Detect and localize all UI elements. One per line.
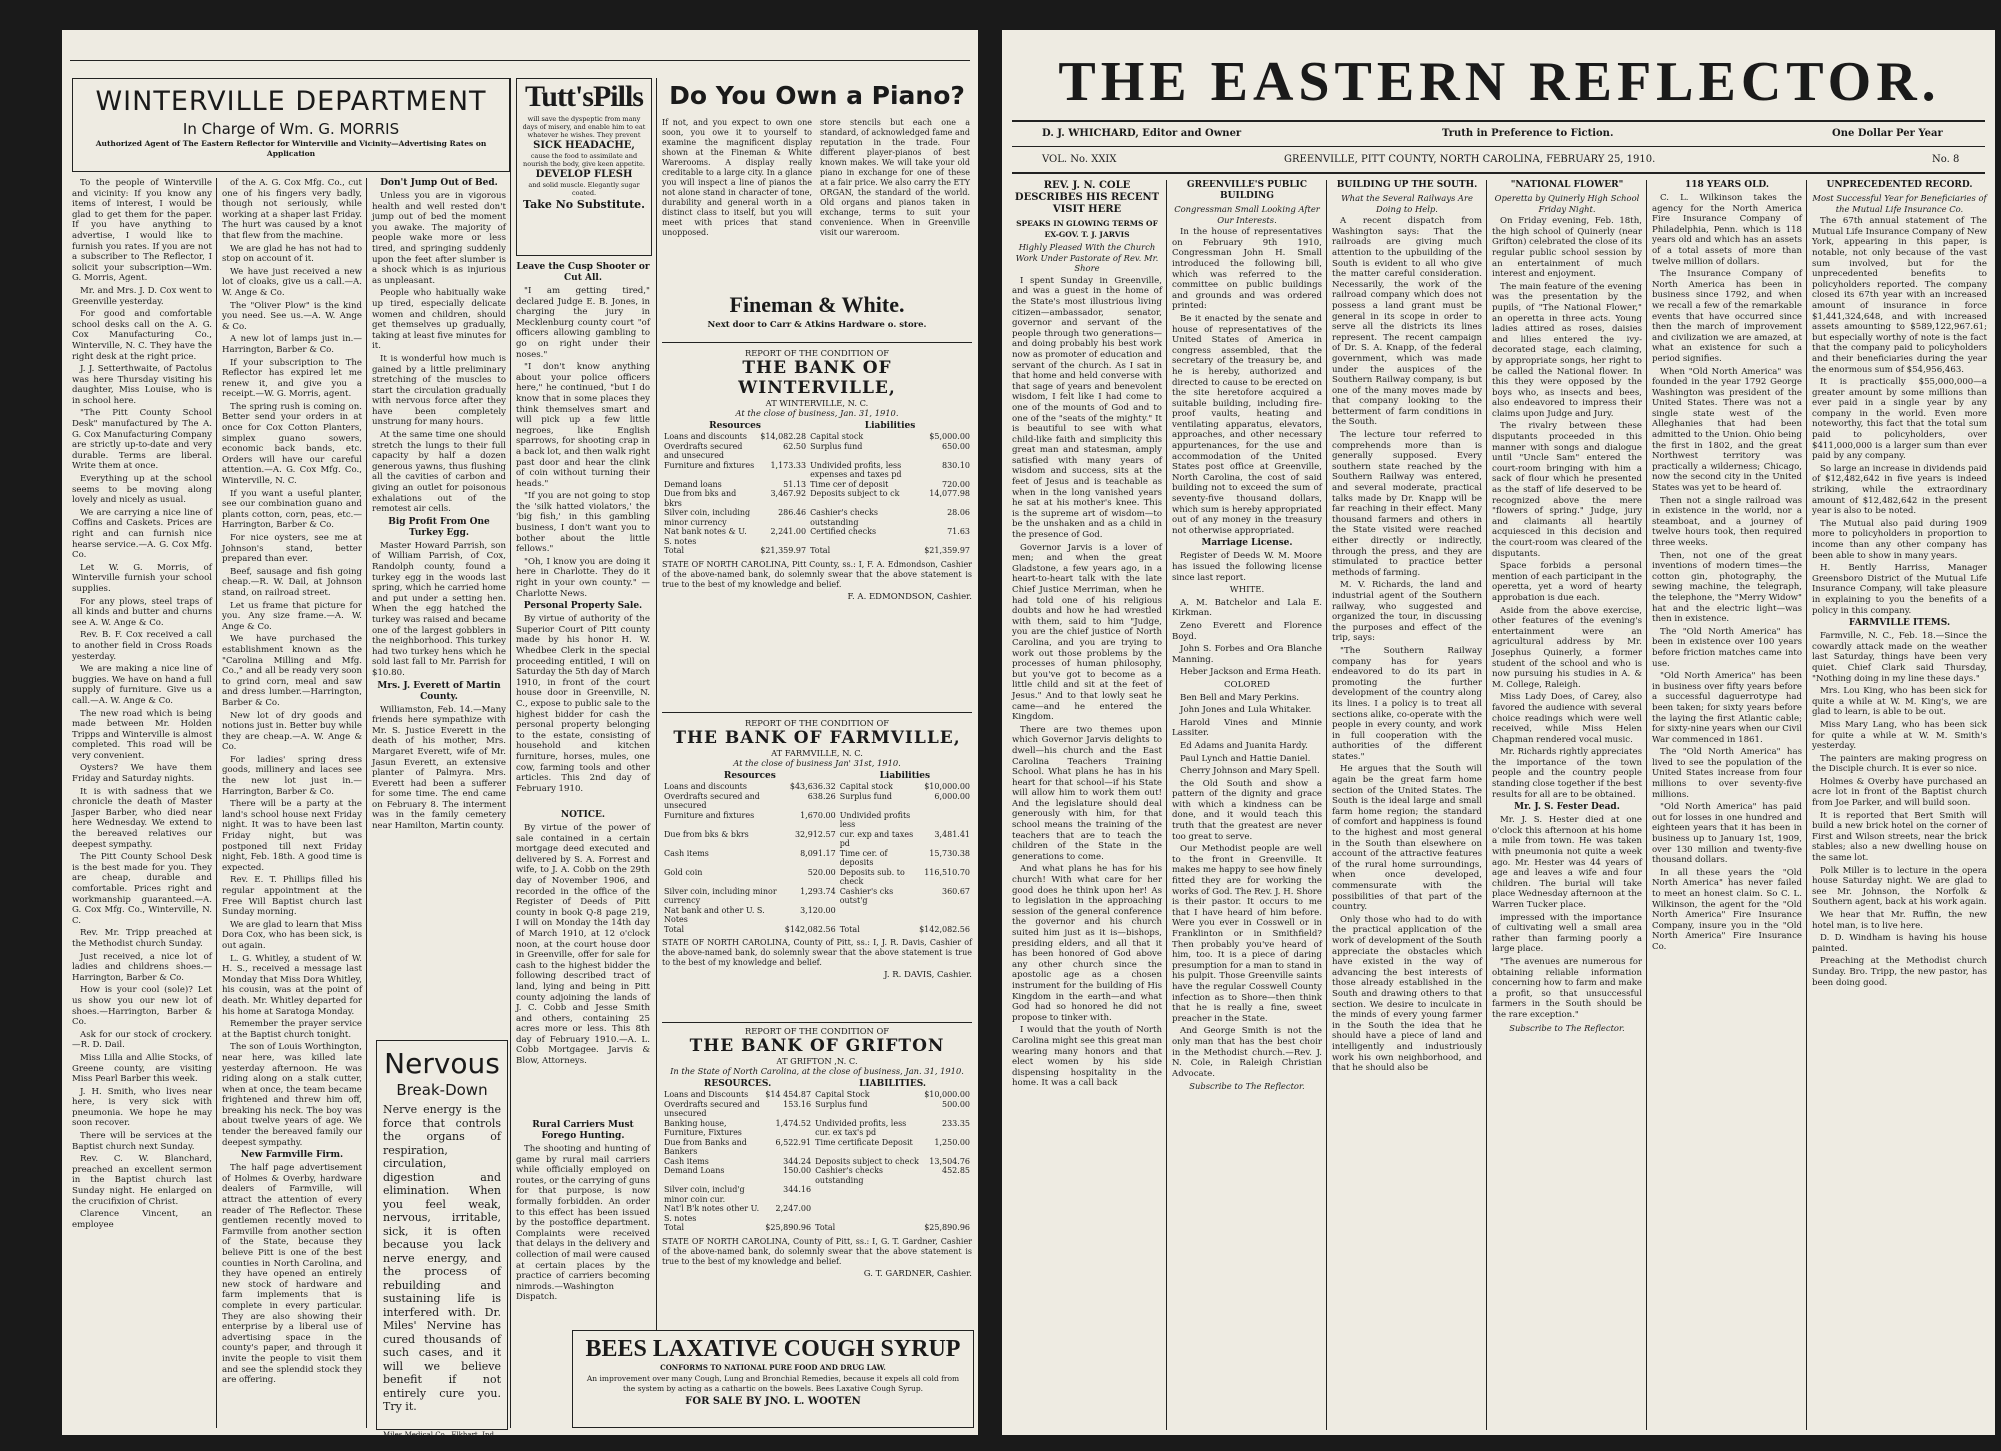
resources-heading: Resources bbox=[709, 421, 761, 431]
piano-brand: Fineman & White. bbox=[729, 292, 905, 317]
bank-winterville-date: At the close of business, Jan. 31, 1910. bbox=[735, 408, 899, 418]
table-row: Silver coin, including minor currency 1,293.74 Cashier's cks outst'g 360.67 bbox=[664, 886, 970, 905]
winterville-authorized: Authorized Agent of The Eastern Reflector for Winterville and Vicinity—Advertising Rates on Application bbox=[95, 139, 487, 158]
table-row: Cash items 8,091.17 Time cer. of deposits 15,730.38 bbox=[664, 848, 970, 867]
bank-grifton-date: In the State of North Carolina, at the close of business, Jan. 31, 1910. bbox=[670, 1066, 964, 1076]
right-page bbox=[1002, 30, 1995, 1435]
table-row: Furniture and fixtures 1,670.00 Undivided profits less bbox=[664, 810, 911, 829]
farmville-firm-heading: New Farmville Firm. bbox=[240, 1150, 344, 1161]
tutts-line-1: will save the dyspeptic from many days of misery, and enable him to eat whatever he wishes. They prevent bbox=[522, 115, 646, 139]
unprecedented-subheading: Most Successful Year for Beneficiaries of the Mutual Life Insurance Co. bbox=[1812, 193, 1987, 214]
bank-farmville-place: AT FARMVILLE, N. C. bbox=[771, 748, 863, 758]
unprecedented-heading: UNPRECEDENTED RECORD. bbox=[1826, 180, 1973, 190]
years-old-heading: 118 YEARS OLD. bbox=[1684, 180, 1770, 190]
volume: VOL. No. XXIX bbox=[1042, 154, 1117, 165]
bank-winterville-title: THE BANK OF WINTERVILLE, bbox=[738, 358, 896, 398]
nervous-breakdown-ad: Nervous Break-Down Nerve energy is the force that controls the organs of respiration, circulation, digestion and elimination. When you feel weak, nervous, irritable, sick, it is often because you lack nerve energy, and the process of rebuilding and sustaining life is interfered with. Dr. Miles' Nervine has cured thousands of such cases, and it will we believe benefit if not entirely cure you. Try it. Miles Medical Co., Elkhart, Ind bbox=[376, 1040, 508, 1430]
price: One Dollar Per Year bbox=[1832, 128, 1943, 139]
tutts-pills-ad bbox=[516, 78, 652, 256]
bank-winterville-signer: F. A. EDMONDSON, Cashier. bbox=[847, 591, 972, 602]
column-118-years: 118 YEARS OLD. C. L. Wilkinson takes the agency for the North America Fire Insurance Company of Philadelphia, Penn. which is 118 years old and which has an assets of a total assets of more than twelve million of dollars. The Insurance Company of North America has been in business since 1792, and when we recall a few of the remarkable events that have occurred since then the march of improvement and civilization we are amazed, at what an existence for such a period signifies. When "Old North America" was founded in the year 1792 George Washington was president of the United States. There was not a single state west of the Alleghanies that had been admitted to the Union. Ohio being the first in 1802, and the great Northwest territory was practically a wilderness; Chicago, now the second city in the United States was yet to be heard of. Then not a single railroad was in existence in the world, nor a steamboat, and a journey of twelve hours took, then required three weeks. Then, not one of the great inventions of modern times—the cotton gin, photography, the sewing machine, the telegraph, the telephone, the "Merry Widow" hat and the electric light—was then in existence. The "Old North America" has been in existence over 100 years before friction matches came into use. "Old North America" has been in business over fifty years before a successful daguerrotype had been taken; for sixty years before the laying the first Atlantic cable; for sixty-nine years when our Civil War commenced in 1861. The "Old North America" has lived to see the population of the United States increase from four millions to over seventy-five millions. "Old North America" has paid out for losses in one hundred and eighteen years that it has been in business up to January 1st, 1909, over 130 million and twenty-five thousand dollars. In all these years the "Old North America" has never failed to meet an honest claim. So C. L. Wilkinson, the agent for the "Old North America" Fire Insurance Company, insure you in the "Old North America" Fire Insurance Co. bbox=[1652, 180, 1802, 952]
column-unprecedented-record: UNPRECEDENTED RECORD. Most Successful Year for Beneficiaries of the Mutual Life Insurance Co. The 67th annual statement of The Mutual Life Insurance Company of New York, appearing in this paper, is notable, not only because of the vast sum involved, but for the unprecedented benefits to policyholders reported. The company closed its 67th year with an increased amount of insurance in force $1,441,324,648, and with increased assets amounting to $589,122,967.61; but especially worthy of note is the fact that the company paid to policyholders and their beneficiaries during the year the enormous sum of $54,956,463. It is practically $55,000,000—a greater amount by some millions than ever paid in a single year by any company in the world. Even more noteworthy, this fact that the total sum paid to policyholders, over $411,000,000 is a larger sum than ever paid by any company. So large an increase in dividends paid of $12,482,642 in five years is indeed striking, while the extraordinary amount of $12,482,642 in the present year is also to be noted. The Mutual also paid during 1909 more to policyholders in proportion to income than any other company has been able to show in many years. H. Bently Harriss, Manager Greensboro District of the Mutual Life Insurance Company, will take pleasure in explaining to you the benefits of a policy in this company. FARMVILLE ITEMS. Farmville, N. C., Feb. 18.—Since the cowardly attack made on the weather last Saturday, things have been very quiet. Chief Clark said Thursday, "Nothing doing in my line these days." Mrs. Lou King, who has been sick for quite a while at W. M. King's, we are glad to learn, is able to be out. Miss Mary Lang, who has been sick for quite a while at W. M. Smith's yesterday. The painters are making progress on the Disciple church. It is ever so nice. Holmes & Overby have purchased an acre lot in front of the Baptist church from Joe Parker, and will build soon. It is reported that Bert Smith will build a new brick hotel on the corner of First and Wilson streets, near the brick stables; also a new dwelling house on the same lot. Polk Miller is to lecture in the opera house Saturday night. We are glad to see Mr. Johnson, the Norfolk & Southern agent, back at his work again. We hear that Mr. Ruffin, the new hotel man, is to live here. D. D. Windham is having his house painted. Preaching at the Methodist church Sunday. Bro. Tripp, the new pastor, has been doing good. bbox=[1812, 180, 1987, 988]
public-building-subheading: Congressman Small Looking After Our Interests. bbox=[1174, 204, 1320, 225]
bees-sale: FOR SALE BY JNO. L. WOOTEN bbox=[685, 1396, 861, 1407]
table-row: Overdrafts secured and unsecured 638.26 Surplus fund 6,000.00 bbox=[664, 791, 970, 810]
table-row: Furniture and fixtures 1,173.33 Undivided profits, less expenses and taxes pd 830.10 bbox=[664, 460, 970, 479]
table-row: Loans and discounts $43,636.32 Capital stock $10,000.00 bbox=[664, 782, 970, 791]
table-row: Overdrafts secured and unsecured 62.50 Surplus fund 650.00 bbox=[664, 441, 970, 460]
liabilities-heading: Liabilities bbox=[879, 771, 931, 781]
table-row: Nat'l B'k notes other U. S. notes 2,247.00 bbox=[664, 1204, 812, 1223]
turkey-heading: Big Profit From One Turkey Egg. bbox=[388, 516, 490, 538]
table-row: Due from bks and bkrs 3,467.92 Deposits subject to ck 14,077.98 bbox=[664, 489, 970, 508]
tutts-line-5: and solid muscle. Elegantly sugar coated. bbox=[528, 181, 640, 197]
national-flower-subheading: Operetta by Quinerly High School Friday Night. bbox=[1494, 193, 1640, 214]
tutts-line-3: cause the food to assimilate and nourish the body, give keen appetite. bbox=[523, 152, 645, 168]
rural-carriers-heading: Rural Carriers Must Forego Hunting. bbox=[532, 1120, 634, 1141]
bank-farmville-oath: STATE OF NORTH CAROLINA, County of Pitt, ss.: I, J. R. Davis, Cashier of the above-named bank, do solemnly swear that the above statement is true to the best of my knowledge and belief. bbox=[662, 938, 972, 967]
column-national-flower: "NATIONAL FLOWER" Operetta by Quinerly High School Friday Night. On Friday evening, Feb. 18th, the high school of Quinerly (near Grifton) celebrated the close of its regular public school session by an entertainment of much interest and enjoyment. The main feature of the evening was the presentation by the pupils, of "The National Flower," an operetta in three acts. Young ladies attired as roses, daisies and lilies entered the ivy-decorated stage, each claiming, by appropriate songs, her right to be called the National flower. In this they were opposed by the boys who, as insects and bees, also endeavored to impress their claims upon Judge and Jury. The rivalry between these disputants proceeded in this manner with songs and dialogue until "Uncle Sam" entered the court-room bringing with him a sack of flour which he presented as the staff of life deserved to be recognized above the mere "flowers of spring." Judge, jury and claimants all heartily acquiesced in this decision and the court-room was cleared of the disputants. Space forbids a personal mention of each participant in the operetta, yet a word of hearty approbation is due each. Aside from the above exercise, other features of the evening's entertainment were an agricultural address by Mr. Josephus Quinerly, a former student of the school and who is now pursuing his studies in A. & M. College, Raleigh. Miss Lady Does, of Carey, also favored the audience with several choice readings which were well received, while Miss Helen Chapman rendered vocal music. Mr. Richards rightly appreciates the importance of the town people and the country people standing close together if the best results for all are to be obtained. Mr. J. S. Fester Dead. Mr. J. S. Hester died at one o'clock this afternoon at his home a mile from town. He was taken with pneumonia not quite a week ago. Mr. Hester was 44 years of age and leaves a wife and four children. The burial will take place Wednesday afternoon at the Warren Tucker place. impressed with the importance of cultivating well a small area rather than farming poorly a large place. "The avenues are numerous for obtaining reliable information concerning how to farm and make a profit, so that unsuccessful farmers in the South should be the rare exception." Subscribe to The Reflector. bbox=[1492, 180, 1642, 1033]
winterville-department-header bbox=[72, 78, 510, 172]
table-row: Nat bank and other U. S. Notes 3,120.00 bbox=[664, 905, 836, 924]
tutts-line-2: SICK HEADACHE, bbox=[533, 140, 635, 151]
table-row: Total $21,359.97 Total $21,359.97 bbox=[664, 546, 970, 555]
tutts-line-6: Take No Substitute. bbox=[522, 198, 645, 211]
liabilities-heading: Liabilities bbox=[864, 421, 916, 431]
bank-farmville-signer: J. R. DAVIS, Cashier. bbox=[884, 970, 972, 980]
cole-heading: REV. J. N. COLE DESCRIBES HIS RECENT VISIT HERE bbox=[1014, 180, 1160, 215]
bank-grifton-oath: STATE OF NORTH CAROLINA, County of Pitt, ss.: I, G. T. Gardner, Cashier of the above-named bank, do solemnly swear that the above statement is true to the best of my knowledge and belief. bbox=[662, 1236, 972, 1266]
motto: Truth in Preference to Fiction. bbox=[1442, 128, 1614, 139]
table-row: Gold coin 520.00 Deposits sub. to check 116,510.70 bbox=[664, 867, 970, 886]
table-row: Silver coin, including minor currency 286.46 Cashier's checks outstanding 28.06 bbox=[664, 508, 970, 527]
column-rural-carriers: Rural Carriers Must Forego Hunting. The shooting and hunting of game by rural mail carriers while officially employed on routes, or the carrying of guns for that purpose, is now formally forbidden. An order to this effect has been issued by the postoffice department. Complaints were received that delays in the delivery and collection of mail were caused at certain places by the practice of carriers becoming nimrods.—Washington Dispatch. bbox=[516, 1120, 650, 1303]
bank-grifton-table bbox=[662, 1079, 972, 1233]
bank-farmville-table bbox=[662, 771, 972, 934]
tutts-pills-title: Tutt'sPills bbox=[525, 80, 643, 113]
table-row: Total $142,082.56 Total $142,082.56 bbox=[664, 924, 970, 934]
winterville-title: WINTERVILLE DEPARTMENT bbox=[95, 86, 487, 117]
tutts-line-4: DEVELOP FLESH bbox=[535, 169, 633, 180]
subscribe-notice-2: Subscribe to The Reflector. bbox=[1509, 1022, 1625, 1033]
winterville-column-1: To the people of Winterville and vicinity: If you know any items of interest, I would be glad to get them for the paper. If you have anything to advertise, I would like to furnish you rates. If you are not a subscriber to The Reflector, I solicit your subscription—Wm. G. Morris, Agent. Mr. and Mrs. J. D. Cox went to Greenville yesterday. For good and comfortable school desks call on the A. G. Cox Manufacturing Co., Winterville, N. C. They have the right desk at the right price. J. J. Setterthwaite, of Pactolus was here Thursday visiting his daughter, Miss Louise, who is in school here. "The Pitt County School Desk" manufactured by The A. G. Cox Manufacturing Company are strictly up-to-date and very durable. Terms are liberal. Write them at once. Everything up at the school seems to be moving along lovely and nicely as usual. We are carrying a nice line of Coffins and Caskets. Prices are right and can furnish nice hearse service.—A. G. Cox Mfg. Co. Let W. G. Morris, of Winterville furnish your school supplies. For any plows, steel traps of all kinds and butter and churns see A. W. Ange & Co. Rev. B. F. Cox received a call to another field in Cross Roads yesterday. We are making a nice line of buggies. We have on hand a full supply of furniture. Give us a call.—A. W. Ange & Co. The new road which is being made between Mr. Holden Tripps and Winterville is almost completed. This road will be very convenient. Oysters? We have them Friday and Saturday nights. It is with sadness that we chronicle the death of Master Jasper Barber, who died near here Wednesday. We extend to the bereaved relatives our deepest sympathy. The Pitt County School Desk is the best made for you. They are cheap, durable and comfortable. Prices right and workmanship guaranteed.—A. G. Cox Mfg. Co., Winterville, N. C. Rev. Mr. Tripp preached at the Methodist church Sunday. Just received, a nice lot of ladies and childrens shoes.—Harrington, Barber & Co. How is your cool (sole)? Let us show you our new lot of shoes.—Harrington, Barber & Co. Ask for our stock of crockery.—R. D. Dail. Miss Lilla and Allie Stocks, of Greene county, are visiting Miss Pearl Barber this week. J. H. Smith, who lives near here, is very sick with pneumonia. We hope he may soon recover. There will be services at the Baptist church next Sunday. Rev. C. W. Blanchard, preached an excellent sermon in the Baptist church last Sunday night. He enlarged on the crucifixion of Christ. Clarence Vincent, an employee bbox=[72, 178, 212, 1230]
table-row: Loans and discounts $14,082.28 Capital stock $5,000.00 bbox=[664, 432, 970, 441]
editor-line: D. J. WHICHARD, Editor and Owner bbox=[1042, 128, 1242, 139]
masthead: THE EASTERN REFLECTOR. bbox=[1058, 51, 1941, 113]
table-row: Loans and Discounts $14 454.87 Capital Stock $10,000.00 bbox=[664, 1090, 970, 1099]
bank-farmville-report bbox=[662, 718, 972, 1018]
bank-grifton-title: THE BANK OF GRIFTON bbox=[689, 1036, 945, 1056]
nervous-title: Nervous bbox=[384, 1047, 500, 1080]
subscribe-notice-1: Subscribe to The Reflector. bbox=[1189, 1081, 1305, 1092]
liabilities-heading: LIABILITIES. bbox=[859, 1079, 927, 1089]
bees-cough-syrup-ad bbox=[572, 1330, 974, 1428]
column-cuspidor: Leave the Cusp Shooter or Cut All. "I am getting tired," declared Judge E. B. Jones, in charging the jury in Mecklenburg county court "of officers allowing gambling to go on right under their noses." "I don't know anything about your police officers here," he continued, "but I do know that in some places they think themselves smart and will pick up a few little negroes, like English sparrows, for shooting crap in a back lot, and then walk right past door and hear the clink of coin without turning their heads." "If you are not going to stop the 'silk hatted violators,' the 'big fish,' in this gambling business, I don't want you to bother about the little fellows." "Oh, I know you are doing it here in Charlotte. They do it right in your own county." —Charlotte News. Personal Property Sale. By virtue of authority of the Superior Court of Pitt county made by his honor H. W. Whedbee Clerk in the special proceeding entitled, I will on Saturday the 5th day of March 1910, in front of the court house door in Greenville, N. C., expose to public sale to the highest bidder for cash the personal property belonging to the estate, consisting of household and kitchen furniture, horses, mules, one cow, farming tools and other articles. This 2nd day of February 1910. bbox=[516, 262, 650, 794]
nervous-subtitle: Break-Down bbox=[396, 1081, 488, 1099]
table-row: Banking house, Furniture, Fixtures 1,474.52 Undivided profits, less cur. ex tax's pd 233.35 bbox=[664, 1118, 970, 1137]
bank-winterville-table bbox=[662, 421, 972, 556]
dateline: GREENVILLE, PITT COUNTY, NORTH CAROLINA, FEBRUARY 25, 1910. bbox=[1284, 154, 1656, 165]
table-row: Overdrafts secured and unsecured 153.16 Surplus fund 500.00 bbox=[664, 1099, 970, 1118]
column-building-south: BUILDING UP THE SOUTH. What the Several Railways Are Doing to Help. A recent dispatch from Washington says: That the railroads are giving much attention to the upbuilding of the South is evident to all who give the matter careful consideration. Necessarily, the work of the railroad company which does not possess a land grant must be general in its scope in order to serve all the districts its lines represent. The recent campaign of Dr. S. A. Knapp, of the federal government, which was made under the auspices of the Southern Railway company, is but one of the many moves made by that company looking to the betterment of farm conditions in the South. The lecture tour referred to comprehends more than is generally supposed. Every southern state reached by the Southern Railway was entered, and several moderate, practical talks made by Dr. Knapp will be far reaching in their effect. Many thousand farmers and others in the State visited were reached either directly or indirectly, through the press, and they are stimulated to practice better methods of farming. M. V. Richards, the land and industrial agent of the Southern railway, who suggested and organized the tour, in discussing the purposes and effect of the trip, says: "The Southern Railway company has for years endeavored to do its part in promoting the further development of the country along its lines. I a policy is to treat all sections alike, co-operate with the people in every county, and work in full cooperation with the authorities of the different states." He argues that the South will again be the great farm home section of the United States. The South is the ideal large and small farm home region; the standard of comfort and happiness is found to the highest and most general in the South than elsewhere on account of the attractive features of the rural home surroundings, when once developed, commensurate with the possibilities of that part of the country. Only those who had to do with the practical application of the work of development of the South appreciate the obstacles which have existed in the way of advancing the best interests of those already established in the South and drawing others to that section. We desire to inculcate in the minds of every young farmer in the South the idea that he should have a piece of land and intelligently and industriously work his own neighborhood, and that he should also be bbox=[1332, 180, 1482, 1074]
winterville-charge: In Charge of Wm. G. MORRIS bbox=[182, 120, 400, 138]
everett-heading: Mrs. J. Everett of Martin County. bbox=[377, 680, 501, 702]
table-row: Due from bks & bkrs 32,912.57 cur. exp and taxes pd 3,481.41 bbox=[664, 829, 970, 848]
bank-winterville-place: AT WINTERVILLE, N. C. bbox=[765, 398, 869, 408]
piano-title: Do You Own a Piano? bbox=[669, 81, 965, 110]
building-south-subheading: What the Several Railways Are Doing to Help. bbox=[1341, 193, 1473, 214]
left-page bbox=[62, 30, 978, 1439]
column-public-building: GREENVILLE'S PUBLIC BUILDING Congressman Small Looking After Our Interests. In the house of representatives on February 9th 1910, Congressman John H. Small introduced the following bill, which was referred to the committee on public buildings and grounds and was ordered printed: Be it enacted by the senate and house of representatives of the United States of America in congress assembled, that the secretary of the treasury be, and he is hereby, authorized and directed to cause to be erected on the site heretofore acquired a suitable building, including fire-proof vaults, heating and ventilating apparatus, elevators, approaches, and other necessary appurtenances, for the use and accommodation of the United States post office at Greenville, North Carolina, the cost of said building not to exceed the sum of seventy-five thousand dollars, which sum is hereby appropriated out of any money in the treasury not otherwise appropriated. Marriage License. Register of Deeds W. M. Moore has issued the following license since last report. WHITE. A. M. Batchelor and Lala E. Kirkman. Zeno Everett and Florence Boyd. John S. Forbes and Ora Blanche Manning. Heber Jackson and Erma Heath. COLORED Ben Bell and Mary Perkins. John Jones and Lula Whitaker. Harold Vines and Minnie Lassiter. Ed Adams and Juanita Hardy. Paul Lynch and Hattie Daniel. Cherry Johnson and Mary Spell. the Old South and show a pattern of the dignity and grace with which a kindness can be done, and it would teach this truth that the greatest are never too great to serve. Our Methodist people are well to the front in Greenville. It makes me happy to see how finely fitted they are for working the works of God. The Rev. J. H. Shore is their pastor. It occurs to me that I have heard of him before. Were you ever in Cosswell or in Franklinton or in Smithfield? Then probably you've heard of him, too. It is a piece of daring presumption for a man to stand in his pulpit. Those Greenville saints have the regular Cosswell County infection as to Shore—then think that he is really a fine, sweet preacher in the State. And George Smith is not the only man that has the best choir in the Methodist church.—Rev. J. N. Cole, in Raleigh Christian Advocate. Subscribe to The Reflector. bbox=[1172, 180, 1323, 1092]
building-south-heading: BUILDING UP THE SOUTH. bbox=[1336, 180, 1478, 190]
table-row: Due from Banks and Bankers 6,522.91 Time certificate Deposit 1,250.00 bbox=[664, 1137, 970, 1156]
bank-winterville-oath: STATE OF NORTH CAROLINA, Pitt County, ss.: I, F. A. Edmondson, Cashier of the above-named bank, do solemnly swear that the above statement is true to the best of my knowledge and belief. bbox=[662, 559, 972, 589]
bank-winterville-report bbox=[662, 348, 972, 708]
table-row: Demand loans 51.13 Time cer of deposit 720.00 bbox=[664, 479, 970, 489]
column-cole: REV. J. N. COLE DESCRIBES HIS RECENT VISIT HERE SPEAKS IN GLOWING TERMS OF EX-GOV. T. J. JARVIS Highly Pleased With the Church Work Under Pastorate of Rev. Mr. Shore I spent Sunday in Greenville, and was a guest in the home of the State's most illustrious living citizen—ambassador, senator, governor and servant of the people through two generations—and doing probably his best work now as promoter of education and servant of the church. As I sat in that home and held converse with that sage of years and benevolent wisdom, I felt like I had come to one of the mounts of God and to one of the "seats of the mighty." It is beautiful to see with what child-like faith and simplicity this great man and statesman, amply satisfied with many years of wisdom and success, sits at the feet of Jesus and is teachable as when in the long vanished years he sat at his mother's knee. This is the supreme art of wisdom—to be the unshaken and as a child in the presence of God. Governor Jarvis is a lover of men; and when the great Gladstone, a few years ago, in a heart-to-heart talk with the late Chief Justice Merriman, when he had told one of his religious doubts and how he had wrestled with them, said to him "Judge, you are the chief justice of North Carolina, and you are trying to work out those problems by the processes of human philosophy, but you've got to become as a little child and sit at the feet of Jesus." And to that lowly seat he came—and he entered the Kingdom. There are two themes upon which Governor Jarvis delights to dwell—his church and the East Carolina Teachers Training School. What plans he has in his heart for that school—if his State will allow him to work them out! And the legislature should deal generously with him, for that school means the training of the teachers that are to teach the children of the State in the generations to come. And what plans he has for his church! With what care for her good does he think upon her! As to legislation in the approaching session of the general conference the governor and his church suited him just as it is—bishops, presiding elders, and all that it has been honored of God above any other church since the apostolic age as a chosen instrument for the building of His Kingdom in the earth—and what God had so honored he did not propose to tinker with. I would that the youth of North Carolina might see this great man wearing many honors and that elect women by his side dispensing hospitality in the home. It was a call back bbox=[1012, 180, 1162, 1089]
column-notice: NOTICE. By virtue of the power of sale contained in a certain mortgage deed executed and delivered by S. A. Forrest and wife, to J. A. Cobb on the 29th day of November 1906, and recorded in the office of the Register of Deeds of Pitt county in book Q-8 page 219, I will on Monday the 14th day of March 1910, at 12 o'clock noon, at the court house door in Greenville, offer for sale for cash to the highest bidder the following described tract of land, lying and being in Pitt county adjoining the lands of J. C. Cobb and Jesse Smith and others, containing 25 acres more or less. This 8th day of February 1910.—A. L. Cobb Mortgagee. Jarvis & Blow, Attorneys. bbox=[516, 810, 650, 1067]
table-row: Demand Loans 150.00 Cashier's checks outstanding 452.85 bbox=[664, 1166, 970, 1185]
bank-grifton-signer: G. T. GARDNER, Cashier. bbox=[863, 1268, 972, 1279]
marriage-license-heading: Marriage License. bbox=[1201, 538, 1293, 549]
table-row: Cash items 344.24 Deposits subject to check 13,504.76 bbox=[664, 1156, 970, 1166]
bank-farmville-report-label: REPORT OF THE CONDITION OF bbox=[744, 718, 890, 728]
bees-body: An improvement over many Cough, Lung and Bronchial Remedies, because it expels all cold from the system by acting as a cathartic on the bowels. Bees Laxative Cough Syrup. bbox=[586, 1374, 960, 1393]
farmville-items-heading: FARMVILLE ITEMS. bbox=[1848, 618, 1951, 629]
table-row: Total $25,890.96 Total $25,890.96 bbox=[664, 1223, 970, 1232]
resources-heading: Resources bbox=[723, 771, 776, 781]
bank-winterville-report-label: REPORT OF THE CONDITION OF bbox=[744, 348, 890, 358]
piano-ad: Do You Own a Piano? If not, and you expect to own one soon, you owe it to yourself to examine the magnificent display shown at the Fineman & White Warerooms. A display really creditable to a large city. In a glance you will inspect a line of pianos the not alone stand in character of tone, durability and general worth in a distinct class to itself, but you will meet with prices that stand unopposed. store stencils but each one a standard, of acknowledged fame and reputation in the trade. Four different player-pianos of best known makes. We will take your old piano in exchange for one of these at a fair price. We also carry the ETY ORGAN, the standard of the world. Old organs and pianos taken in exchange, terms to suit your convenience. When in Greenville visit our wareroom. Fineman & White. Next door to Carr & Atkins Hardware o. store. bbox=[662, 78, 972, 338]
bank-grifton-place: AT GRIFTON ,N. C. bbox=[776, 1056, 858, 1066]
national-flower-heading: "NATIONAL FLOWER" bbox=[1510, 180, 1624, 190]
column-jump-bed: Don't Jump Out of Bed. Unless you are in vigorous health and well rested don't jump out of bed the moment you awake. The majority of people wake more or less tired, and springing suddenly upon the feet after slumber is a shock which is as injurious as unpleasant. People who habitually wake up tired, especially delicate women and children, should get themselves up gradually, taking at least five minutes for it. It is wonderful how much is gained by a little preliminary stretching of the muscles to start the circulation gradually with nervous force after they have been completely unstrung for many hours. At the same time one should stretch the lungs to their full capacity by half a dozen generous yawns, thus flushing all the cavities of carbon and giving an outlet for poisonous exhalations out of the remotest air cells. Big Profit From One Turkey Egg. Master Howard Parrish, son of William Parrish, of Cox, Randolph county, found a turkey egg in the woods last spring, which he carried home and put under a setting hen. When the egg hatched the turkey was raised and became one of the largest gobblers in the neighborhood. This turkey had two turkey hens which he sold last fall to Mr. Parrish for $10.80. Mrs. J. Everett of Martin County. Williamston, Feb. 14.—Many friends here sympathize with Mr. S. Justice Everett in the death of his mother, Mrs. Margaret Everett, wife of Mr. Jasun Everett, an extensive planter of Palmyra. Mrs. Everett had been a sufferer for some time. The end came on February 8. The interment was in the family cemetery near Hamilton, Martin county. bbox=[372, 178, 506, 832]
table-row: Nat bank notes & U. S. notes 2,241.00 Certified checks 71.63 bbox=[664, 527, 970, 546]
bees-title: BEES LAXATIVE COUGH SYRUP bbox=[585, 1336, 961, 1362]
jump-bed-heading: Don't Jump Out of Bed. bbox=[380, 178, 498, 188]
fester-heading: Mr. J. S. Fester Dead. bbox=[1514, 802, 1620, 813]
winterville-column-2: of the A. G. Cox Mfg. Co., cut one of his fingers very badly, though not seriously, while working at a shaper last Friday. The hurt was caused by a knot that flew from the machine. We are glad he has not had to stop on account of it. We have just received a new lot of cloaks, give us a call.—A. W. Ange & Co. The "Oliver Plow" is the kind you need. See us.—A. W. Ange & Co. A new lot of lamps just in.—Harrington, Barber & Co. If your subscription to The Reflector has expired let me renew it, and give you a receipt.—W. G. Morris, agent. The spring rush is coming on. Better send your orders in at once for Cox Cotton Planters, simplex guano sowers, economic back bands, etc. Orders will have our careful attention.—A. G. Cox Mfg. Co., Winterville, N. C. If you want a useful planter, see our combination guano and plants cotton, corn, peas, etc.—Harrington, Barber & Co. For nice oysters, see me at Johnson's stand, better prepared than ever. Beef, sausage and fish going cheap.—R. W. Dail, at Johnson stand, on railroad street. Let us frame that picture for you. Any size frame.—A. W. Ange & Co. We have purchased the establishment known as the "Carolina Milling and Mfg. Co.," and all be ready very soon to grind corn, meal and saw and dress lumber.—Harrington, Barber & Co. New lot of dry goods and notions just in. Better buy while they are cheap.—A. W. Ange & Co. For ladies' spring dress goods, millinery and laces see the new lot just in.—Harrington, Barber & Co. There will be a party at the land's school house next Friday night. It was to have been last Friday night, but was postponed till next Friday night, Feb. 18th. A good time is expected. Rev. E. T. Phillips filled his regular appointment at the Free Will Baptist church last Sunday morning. We are glad to learn that Miss Dora Cox, who has been sick, is out again. L. G. Whitley, a student of W. H. S., received a message last Monday that Miss Dora Whitley, his cousin, was at the point of death. Mr. Whitley departed for his home at Saratoga Monday. Remember the prayer service at the Baptist church tonight. The son of Louis Worthington, near here, was killed late yesterday afternoon. He was riding along on a stalk cutter, when at once, the team became frightened and threw him off, breaking his neck. The boy was about twelve years of age. We tender the bereaved family our deepest sympathy. New Farmville Firm. The half page advertisement of Holmes & Overby, hardware dealers of Farmville, will attract the attention of every reader of The Reflector. These gentlemen recently moved to Farmville from another section of the State, because they believe Pitt is one of the best counties in North Carolina, and they have opened an entirely new stock of hardware and farm implements that is complete in every particular. They are also showing their enterprise by a liberal use of advertising space in the county's paper, and through it invite the people to visit them and see the splendid stock they are offering. bbox=[222, 178, 362, 1386]
bank-grifton-report bbox=[662, 1026, 972, 1322]
bees-tag: CONFORMS TO NATIONAL PURE FOOD AND DRUG LAW. bbox=[660, 1363, 886, 1372]
bank-farmville-date: At the close of business Jan' 31st, 1910. bbox=[733, 758, 901, 768]
piano-address: Next door to Carr & Atkins Hardware o. store. bbox=[707, 320, 927, 330]
bank-farmville-title: THE BANK OF FARMVILLE, bbox=[673, 728, 961, 748]
resources-heading: RESOURCES. bbox=[703, 1079, 772, 1089]
issue-number: No. 8 bbox=[1932, 154, 1960, 165]
cole-subheading: SPEAKS IN GLOWING TERMS OF EX-GOV. T. J. JARVIS bbox=[1016, 219, 1158, 239]
table-row: Silver coin, includ'g minor coin cur. 344.16 bbox=[664, 1185, 812, 1204]
bank-grifton-report-label: REPORT OF THE CONDITION OF bbox=[744, 1026, 890, 1036]
notice-heading: NOTICE. bbox=[560, 810, 606, 820]
public-building-heading: GREENVILLE'S PUBLIC BUILDING bbox=[1186, 180, 1308, 201]
personal-property-heading: Personal Property Sale. bbox=[523, 601, 643, 612]
